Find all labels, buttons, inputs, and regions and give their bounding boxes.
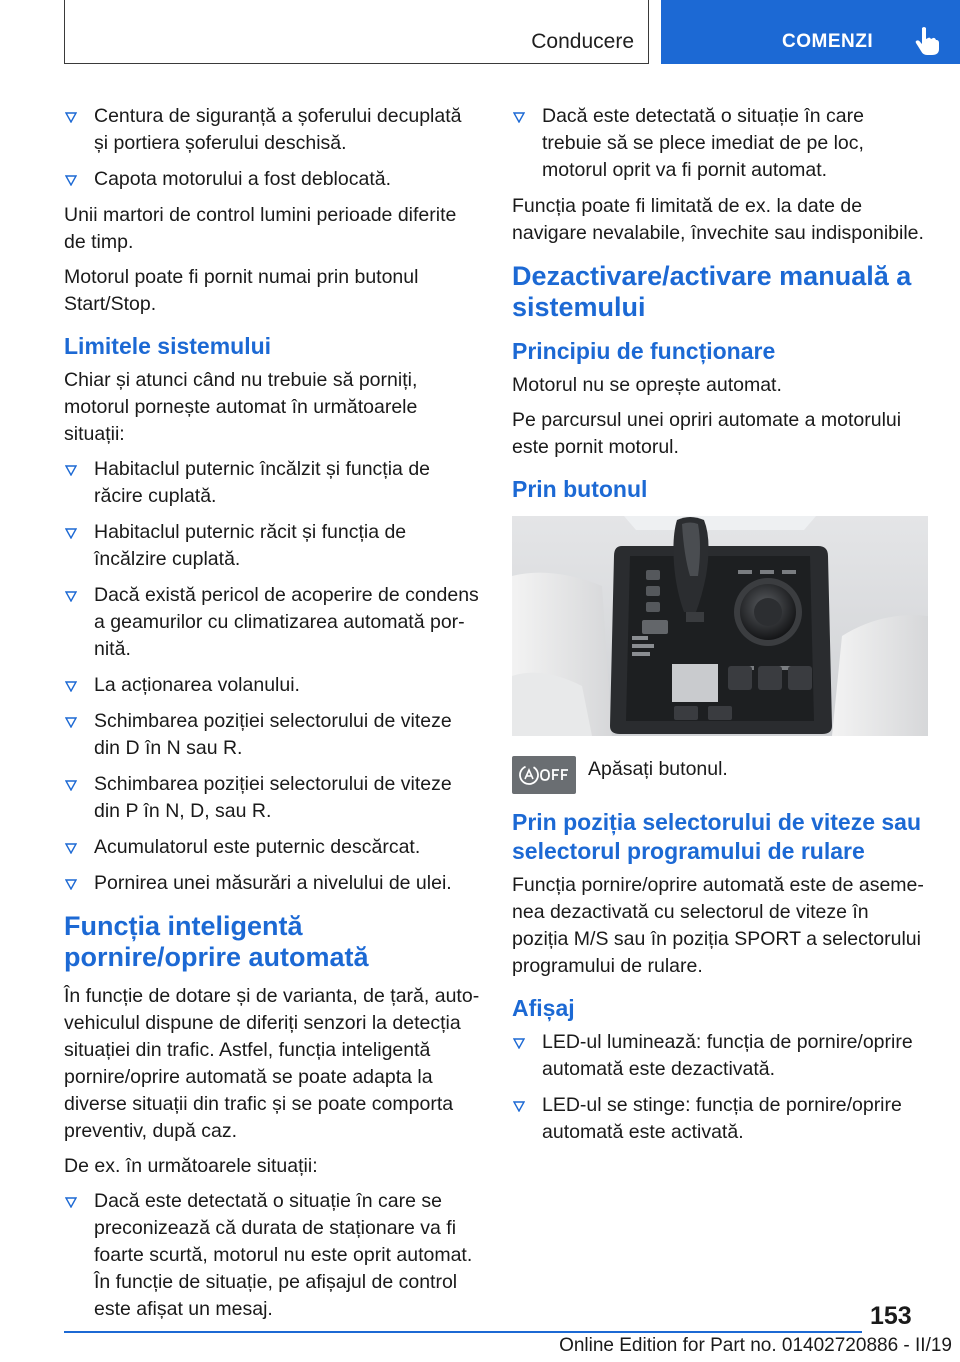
principle-heading: Principiu de funcționare — [512, 338, 776, 364]
paragraph: Chiar și atunci când nu trebuie să porniți, motorul pornește automat în următoarele situații: — [64, 369, 418, 445]
auto-start-stop-off-button[interactable] — [512, 756, 576, 794]
list-item: Schimbarea poziției selectorului de viteze din P în N, D, sau R. — [64, 771, 480, 825]
intro-bullet-list — [64, 103, 480, 193]
triangle-bullet-icon — [65, 591, 77, 602]
limits-bullet-list — [64, 456, 480, 897]
triangle-bullet-icon — [65, 879, 77, 890]
page-header — [0, 0, 960, 66]
footer-divider — [64, 1331, 862, 1333]
triangle-bullet-icon — [65, 843, 77, 854]
triangle-bullet-icon — [65, 112, 77, 123]
center-console-photo — [512, 516, 928, 736]
paragraph: Motorul nu se oprește automat. — [512, 374, 782, 396]
paragraph: De ex. în următoarele situații: — [64, 1155, 318, 1177]
right-top-bullet-list — [512, 103, 928, 184]
list-item: Capota motorului a fost deblocată. — [64, 166, 480, 193]
edition-footer: Online Edition for Part no. 01402720886 - II/19 — [559, 1335, 952, 1356]
right-column — [512, 103, 928, 1155]
list-item: Acumulatorul este puternic descărcat. — [64, 834, 480, 861]
section-label: Conducere — [531, 30, 634, 53]
chapter-tab-label: COMENZI — [782, 31, 874, 52]
list-item: Dacă este detectată o situație în care se preconizează că durata de staționare va fi foarte scurtă, motorul nu este oprit automat. În funcție de situație, pe afișajul de control este afișat un mesaj. — [64, 1188, 480, 1323]
triangle-bullet-icon — [65, 528, 77, 539]
paragraph: Funcția poate fi limitată de ex. la date de navigare nevalabile, învechite sau indisponibile. — [512, 195, 924, 244]
example-bullet-list — [64, 1188, 480, 1323]
manual-deactivation-heading: Dezactivare/activare manuală a sistemului — [512, 261, 912, 322]
paragraph: Pe parcursul unei opriri automate a motorului este pornit motorul. — [512, 409, 902, 458]
paragraph: Unii martori de control lumini perioade diferite de timp. — [64, 204, 457, 253]
display-heading: Afișaj — [512, 995, 575, 1021]
paragraph: Motorul poate fi pornit numai prin butonul Start/Stop. — [64, 266, 419, 315]
auto-start-stop-off-icon — [517, 762, 571, 788]
left-column — [64, 103, 480, 1332]
triangle-bullet-icon — [513, 1101, 525, 1112]
list-item: La acționarea volanului. — [64, 672, 480, 699]
smart-function-heading: Funcția inteligentă pornire/oprire automată — [64, 911, 369, 972]
press-button-text: Apăsați butonul. — [588, 758, 728, 780]
triangle-bullet-icon — [513, 1038, 525, 1049]
button-heading: Prin butonul — [512, 476, 648, 502]
auto-start-stop-instruction — [512, 756, 928, 794]
paragraph: Funcția pornire/oprire automată este de asemenea dezactivată cu selectorul de viteze în poziția M/S sau în poziția SPORT a selectorului programului de rulare. — [512, 874, 924, 977]
limits-heading: Limitele sistemului — [64, 333, 272, 359]
triangle-bullet-icon — [65, 717, 77, 728]
display-bullet-list — [512, 1029, 928, 1146]
list-item: Schimbarea poziției selectorului de viteze din D în N sau R. — [64, 708, 480, 762]
paragraph: În funcție de dotare și de varianta, de țară, autovehiculul dispune de diferiți senzori la detecția situației din trafic. Astfel, funcția inteligentă pornire/oprire automată se poate adapta la diverse situații din trafic și se poate comporta preventiv, după caz. — [64, 985, 480, 1142]
section-box — [64, 0, 649, 64]
triangle-bullet-icon — [513, 112, 525, 123]
triangle-bullet-icon — [65, 780, 77, 791]
list-item: Habitaclul puternic încălzit și funcția de răcire cuplată. — [64, 456, 480, 510]
selector-heading: Prin poziția selectorului de viteze sau selectorul programului de rulare — [512, 809, 922, 864]
list-item: Pornirea unei măsurări a nivelului de ulei. — [64, 870, 480, 897]
triangle-bullet-icon — [65, 1197, 77, 1208]
list-item: LED-ul se stinge: funcția de pornire/oprire automată este activată. — [512, 1092, 928, 1146]
chapter-tab[interactable] — [661, 0, 960, 64]
triangle-bullet-icon — [65, 175, 77, 186]
list-item: Habitaclul puternic răcit și funcția de încălzire cuplată. — [64, 519, 480, 573]
page-number: 153 — [870, 1302, 912, 1330]
list-item: LED-ul luminează: funcția de pornire/oprire automată este dezactivată. — [512, 1029, 928, 1083]
hand-pointer-icon — [914, 26, 940, 56]
triangle-bullet-icon — [65, 681, 77, 692]
list-item: Dacă există pericol de acoperire de condens a geamurilor cu climatizarea automată pornită. — [64, 582, 480, 663]
list-item: Centura de siguranță a șoferului decuplată și portiera șoferului deschisă. — [64, 103, 480, 157]
triangle-bullet-icon — [65, 465, 77, 476]
list-item: Dacă este detectată o situație în care trebuie să se plece imediat de pe loc, motorul oprit va fi pornit automat. — [512, 103, 928, 184]
